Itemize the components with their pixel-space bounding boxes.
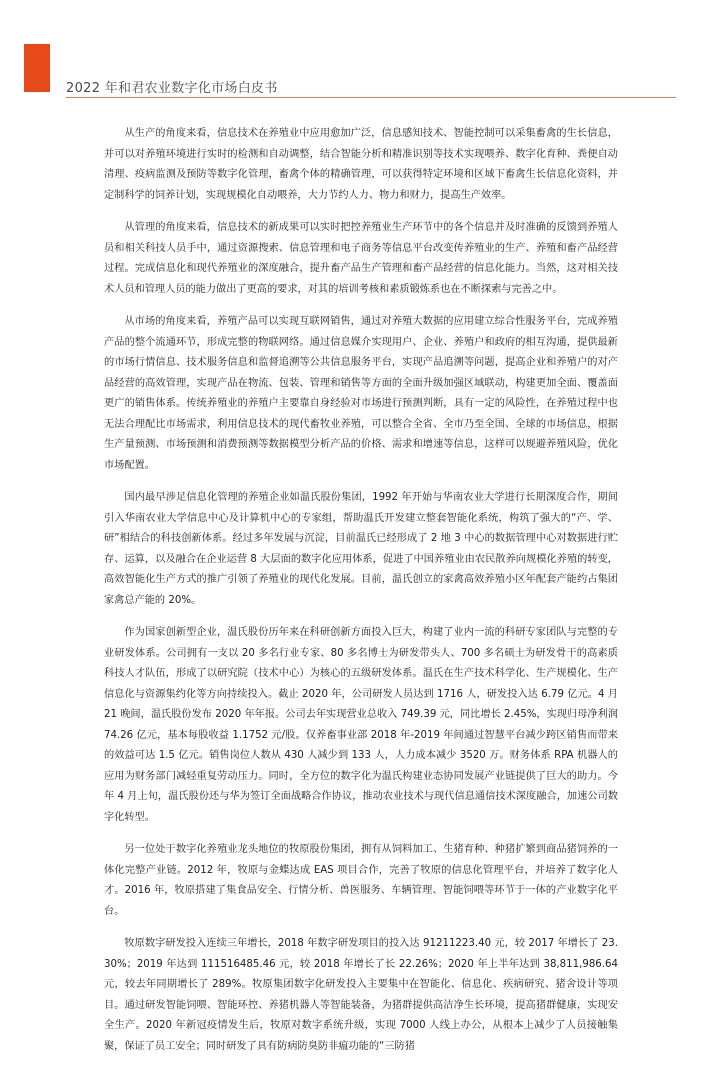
paragraph-muyuan-intro: 另一位处于数字化养殖业龙头地位的牧原股份集团，拥有从饲料加工、生猪育种、种猪扩繁到商品猪饲养的一体化完整产业链。2012 年，牧原与金蝶达成 EAS 项目合作，完善了牧原的信息化管理平台，并培养了数字化人才。2016 年，牧原搭建了集食品安全、行情分析、兽医服务、车辆管理、智能饲喂等环节于一体的产业数字化平台。 — [104, 844, 618, 917]
header-divider — [66, 97, 676, 98]
page-header-title: 2022 年和君农业数字化市场白皮书 — [66, 81, 278, 96]
document-body — [104, 124, 618, 1069]
paragraph-management: 从管理的角度来看，信息技术的新成果可以实时把控养殖业生产环节中的各个信息并及时准确的反馈到养殖人员和相关科技人员手中，通过资源搜索、信息管理和电子商务等信息平台改变传养殖业的生产、养殖和畜产品经营过程。完成信息化和现代养殖业的深度融合，提升畜产品生产管理和畜产品经营的信息化能力。当然，这对相关技术人员和管理人员的能力做出了更高的要求，对其的培训考核和素质锻炼系也在不断探索与完善之中。 — [104, 222, 618, 295]
paragraph-wens-rnd: 作为国家创新型企业，温氏股份历年来在科研创新方面投入巨大，构建了业内一流的科研专家团队与完整的专业研发体系。公司拥有一支以 20 多名行业专家、80 多名博士为研发带头人、700 多名硕士为研发骨干的高素质科技人才队伍，形成了以研究院（技术中心）为核心的五级研发体系。温氏在生产技术科学化、生产规模化、生产信息化与资源集约化等方向持续投入。截止 2020 年，公司研发人员达到 1716 人，研发投入达 6.79 亿元。4 月 21 晚间，温氏股份发布 2020 年年报。公司去年实现营业总收入 749.39 元，同比增长 2.45%，实现归母净利润 74.26 亿元，基本每股收益 1.1752 元/股。仅养畜事业部 2018 年-2019 年间通过智慧平台减少跨区销售而带来的效益可达 1.5 亿元。销售岗位人数从 430 人减少到 133 人，人力成本减少 3520 万。财务体系 RPA 机器人的应用为财务部门减轻重复劳动压力。同时，全方位的数字化为温氏构建业态协同发展产业链提供了巨大的助力。今年 4 月上旬，温氏股份还与华为签订全面战略合作协议，推动农业技术与现代信息通信技术深度融合，加速公司数字化转型。 — [104, 627, 618, 823]
paragraph-muyuan-rnd: 牧原数字研发投入连续三年增长，2018 年数字研发项目的投入达 91211223.40 元，较 2017 年增长了 23.30%；2019 年达到 111516485.46 元，较 2018 年增长了长 22.26%；2020 年上半年达到 38,811,986.64 元，较去年同期增长了 289%。牧原集团数字化研发投入主要集中在智能化、信息化、疾病研究、猪舍设计等项目。通过研发智能饲喂、智能环控、养猪机器人等智能装备，为猪群提供高洁净生长环境，提高猪群健康，实现安全生产。2020 年新冠疫情发生后，牧原对数字系统升级，实现 7000 人线上办公，从根本上减少了人员接触集聚，保证了员工安全；同时研发了具有防病防臭防非瘟功能的“三防猪 — [104, 938, 618, 1052]
paragraph-wens-history: 国内最早涉足信息化管理的养殖企业如温氏股份集团，1992 年开始与华南农业大学进行长期深度合作，期间引入华南农业大学信息中心及计算机中心的专家组，帮助温氏开发建立整套智能化系统，构筑了强大的“产、学、研”相结合的科技创新体系。经过多年发展与沉淀，目前温氏已经形成了 2 地 3 中心的数据管理中心对数据进行贮存、运算，以及融合在企业运营 8 大层面的数字化应用体系，促进了中国养殖业由农民散养向规模化养殖的转变，高效智能化生产方式的推广引领了养殖业的现代化发展。目前，温氏创立的家禽高效养殖小区年配套产能约占集团家禽总产能的 20%。 — [104, 492, 618, 606]
paragraph-market: 从市场的角度来看，养殖产品可以实现互联网销售，通过对养殖大数据的应用建立综合性服务平台，完成养殖产品的整个流通环节，形成完整的物联网络。通过信息媒介实现用户、企业、养殖户和政府的相互沟通，提供最新的市场行情信息、技术服务信息和监督追溯等公共信息服务平台，实现产品追溯等问题，提高企业和养殖户的对产品经营的高效管理，实现产品在物流、包装、管理和销售等方面的全面升级加强区域联动，构建更加全面、覆盖面更广的销售体系。传统养殖业的养殖户主要靠自身经验对市场进行预测判断，具有一定的风险性，在养殖过程中也无法合理配比市场需求，利用信息技术的现代畜牧业养殖，可以整合全省、全市乃至全国、全球的市场信息，根据生产量预测、市场预测和消费预测等数据模型分析产品的价格、需求和增速等信息，这样可以规避养殖风险，优化市场配置。 — [104, 316, 618, 471]
header-accent-bar — [24, 44, 50, 92]
paragraph-production: 从生产的角度来看，信息技术在养殖业中应用愈加广泛，信息感知技术、智能控制可以采集畜禽的生长信息，并可以对养殖环境进行实时的检测和自动调整，结合智能分析和精准识别等技术实现喂养、数字化育种、粪便自动清理、疫病监测及预防等数字化管理，畜禽个体的精确管理，可以获得特定环境和区域下畜禽生长信息化资料，并定制科学的饲养计划，实现规模化自动喂养，大力节约人力、物力和财力，提高生产效率。 — [104, 128, 618, 201]
